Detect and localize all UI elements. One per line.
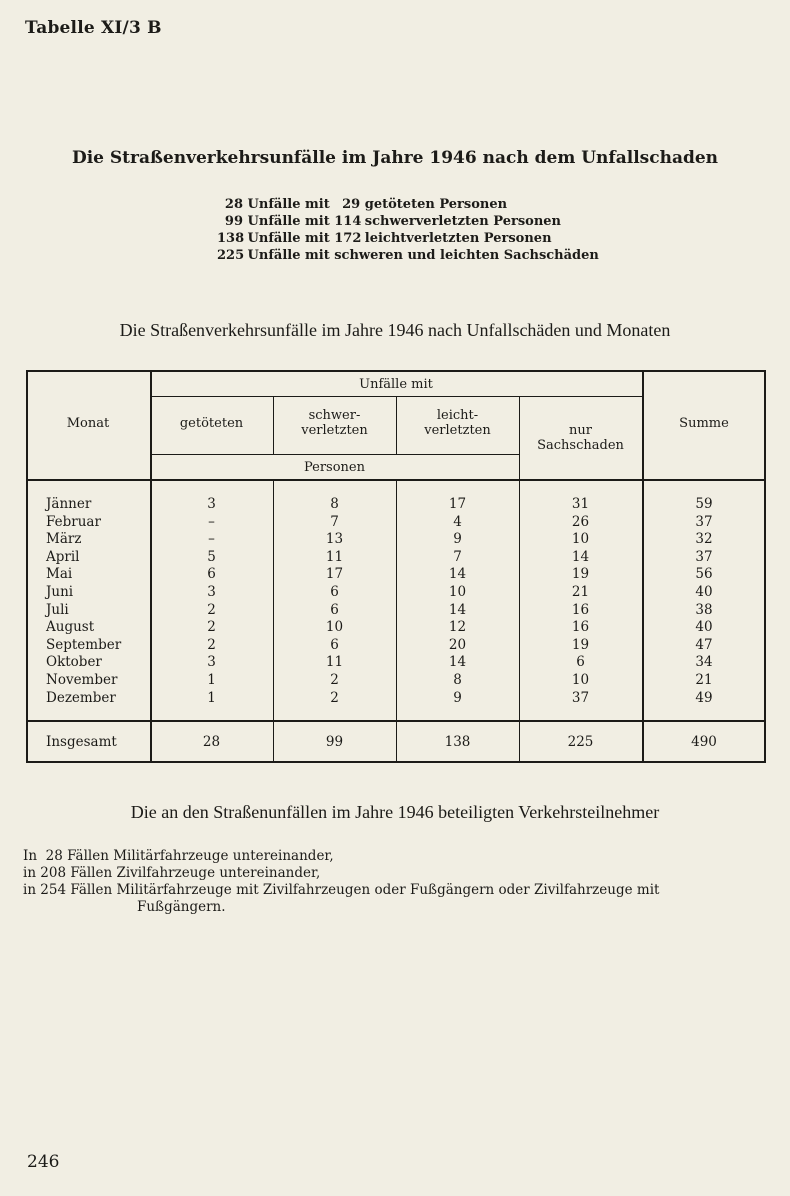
table-cell-property: 14 xyxy=(571,548,590,565)
table-cell-light: 14 xyxy=(448,601,467,618)
table-cell-property: 16 xyxy=(571,619,590,636)
table-cell-property: 6 xyxy=(576,654,585,671)
table-cell-severe: 10 xyxy=(325,619,344,636)
table-cell-sum: 38 xyxy=(695,601,713,618)
table-cell-light: 14 xyxy=(448,654,467,671)
table-cell-severe: 13 xyxy=(325,531,344,548)
table-cell-severe: 6 xyxy=(330,583,339,600)
summary-mid: Unfälle mit xyxy=(243,197,335,212)
total-light: 138 xyxy=(444,734,471,750)
summary-persons: 172 xyxy=(334,231,362,246)
table-cell-severe: 17 xyxy=(325,566,344,583)
summary-line xyxy=(217,247,599,264)
table-cell-killed: 6 xyxy=(207,566,216,583)
monthly-accidents-table xyxy=(26,370,766,763)
table-cell-killed: 2 xyxy=(207,601,216,618)
month-column xyxy=(46,496,150,707)
table-cell-light: 9 xyxy=(453,531,462,548)
table-cell-killed: – xyxy=(208,513,215,530)
table-cell-month: September xyxy=(46,636,122,653)
section1-title: Die Straßenverkehrsunfälle im Jahre 1946 nach dem Unfallschaden xyxy=(71,148,719,168)
table-cell-property: 10 xyxy=(571,531,590,548)
table-cell-severe: 7 xyxy=(330,513,339,530)
table-cell-killed: 2 xyxy=(207,636,216,653)
light-column xyxy=(396,496,519,707)
total-killed: 28 xyxy=(202,734,221,750)
summary-persons: 29 xyxy=(342,197,361,212)
table-cell-light: 4 xyxy=(453,513,462,530)
participants-line-4: Fußgängern. xyxy=(137,899,226,915)
header-killed: getöteten xyxy=(179,416,244,431)
table-cell-severe: 11 xyxy=(325,548,344,565)
table-cell-sum: 59 xyxy=(695,496,713,512)
table-cell-sum: 40 xyxy=(695,619,713,636)
total-property: 225 xyxy=(567,734,594,750)
summary-rest: leichtverletzten Personen xyxy=(360,231,552,246)
summary-rest: schwerverletzten Personen xyxy=(360,214,561,229)
table-cell-light: 20 xyxy=(448,636,467,653)
table-cell-property: 37 xyxy=(571,689,590,706)
summary-mid: Unfälle mit xyxy=(243,248,335,263)
table-cell-month: Juli xyxy=(46,601,69,618)
table-cell-sum: 32 xyxy=(695,531,713,548)
table-cell-month: Februar xyxy=(46,513,101,530)
table-cell-sum: 37 xyxy=(695,548,713,565)
table-cell-killed: – xyxy=(208,531,215,548)
severe-column xyxy=(273,496,396,707)
header-lightly-injured: leicht- verletzten xyxy=(424,408,491,438)
table-cell-killed: 1 xyxy=(207,671,216,688)
table-cell-sum: 37 xyxy=(695,513,713,530)
table-cell-light: 14 xyxy=(448,566,467,583)
accident-summary xyxy=(217,196,599,264)
summary-line xyxy=(217,213,599,230)
table-cell-severe: 2 xyxy=(330,671,339,688)
table-cell-severe: 8 xyxy=(330,496,339,512)
table-cell-property: 16 xyxy=(571,601,590,618)
table-cell-property: 19 xyxy=(571,636,590,653)
killed-column xyxy=(150,496,273,707)
participants-paragraph xyxy=(23,848,773,916)
total-sum: 490 xyxy=(691,734,717,750)
table-cell-light: 12 xyxy=(448,619,467,636)
table-cell-light: 9 xyxy=(453,689,462,706)
table-cell-sum: 21 xyxy=(695,671,713,688)
table-cell-sum: 49 xyxy=(695,689,713,706)
page-number: 246 xyxy=(27,1152,60,1172)
section3-title: Die an den Straßenunfällen im Jahre 1946 beteiligten Verkehrsteilnehmer xyxy=(130,802,660,822)
total-label: Insgesamt xyxy=(46,734,117,750)
table-cell-severe: 11 xyxy=(325,654,344,671)
summary-rest: schweren und leichten Sachschäden xyxy=(334,248,599,263)
table-cell-month: Jänner xyxy=(46,496,92,512)
table-cell-sum: 34 xyxy=(695,654,713,671)
table-cell-light: 17 xyxy=(448,496,467,512)
table-cell-killed: 2 xyxy=(207,619,216,636)
table-cell-month: Dezember xyxy=(46,689,116,706)
table-cell-killed: 3 xyxy=(207,496,216,512)
table-cell-month: August xyxy=(46,619,95,636)
table-cell-light: 8 xyxy=(453,671,462,688)
header-sum: Summe xyxy=(679,416,729,431)
header-severely-injured: schwer- verletzten xyxy=(301,408,368,438)
total-severe: 99 xyxy=(325,734,344,750)
table-cell-killed: 3 xyxy=(207,654,216,671)
header-month: Monat xyxy=(66,416,110,431)
summary-mid: Unfälle mit xyxy=(243,214,335,229)
table-cell-month: Juni xyxy=(46,583,74,600)
table-cell-light: 7 xyxy=(453,548,462,565)
summary-line xyxy=(217,230,599,247)
table-cell-sum: 47 xyxy=(695,636,713,653)
table-cell-severe: 6 xyxy=(330,601,339,618)
summary-mid: Unfälle mit xyxy=(243,231,335,246)
sum-column xyxy=(642,496,766,707)
summary-persons: 114 xyxy=(334,214,362,229)
table-cell-property: 26 xyxy=(571,513,590,530)
participants-line-1: In 28 Fällen Militärfahrzeuge untereinander, xyxy=(23,848,334,864)
summary-count: 99 xyxy=(224,214,243,229)
summary-count: 225 xyxy=(217,248,245,263)
table-id: Tabelle XI/3 B xyxy=(25,18,162,38)
table-cell-property: 19 xyxy=(571,566,590,583)
table-cell-sum: 56 xyxy=(695,566,713,583)
summary-count: 28 xyxy=(224,197,243,212)
header-property-damage: nur Sachschaden xyxy=(537,423,624,453)
table-cell-light: 10 xyxy=(448,583,467,600)
table-cell-sum: 40 xyxy=(695,583,713,600)
section2-title: Die Straßenverkehrsunfälle im Jahre 1946 nach Unfallschäden und Monaten xyxy=(119,320,671,340)
table-cell-severe: 2 xyxy=(330,689,339,706)
table-cell-killed: 5 xyxy=(207,548,216,565)
table-cell-killed: 1 xyxy=(207,689,216,706)
header-persons: Personen xyxy=(303,460,365,475)
table-cell-killed: 3 xyxy=(207,583,216,600)
table-cell-severe: 6 xyxy=(330,636,339,653)
table-cell-month: Mai xyxy=(46,566,73,583)
table-cell-property: 31 xyxy=(571,496,590,512)
table-cell-month: November xyxy=(46,671,118,688)
table-cell-month: April xyxy=(46,548,80,565)
participants-line-3: in 254 Fällen Militärfahrzeuge mit Zivilfahrzeugen oder Fußgängern oder Zivilfahrzeuge mit xyxy=(23,882,660,898)
summary-line xyxy=(217,196,599,213)
table-cell-property: 21 xyxy=(571,583,590,600)
table-cell-month: März xyxy=(46,531,82,548)
summary-count: 138 xyxy=(217,231,245,246)
header-accidents-with: Unfälle mit xyxy=(359,377,433,392)
table-cell-property: 10 xyxy=(571,671,590,688)
participants-line-2: in 208 Fällen Zivilfahrzeuge untereinander, xyxy=(23,865,321,881)
property-column xyxy=(519,496,642,707)
table-cell-month: Oktober xyxy=(46,654,102,671)
summary-rest: getöteten Personen xyxy=(360,197,508,212)
